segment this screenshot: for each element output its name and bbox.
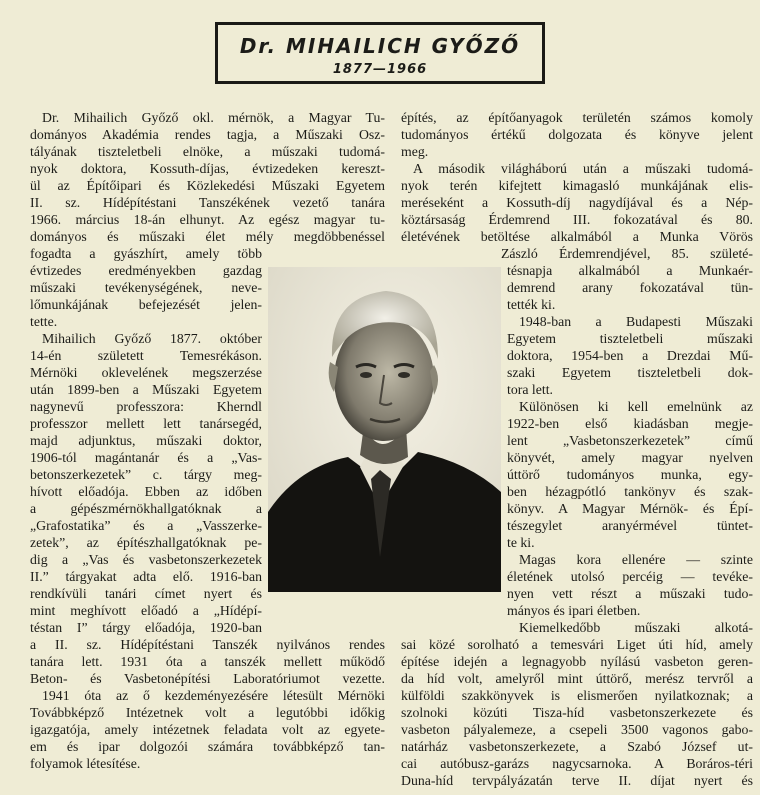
text-line: könyv. A Magyar Mérnök- és Épí- [507, 501, 753, 516]
text-line: Beton- és Vasbetonépítési Laboratóriumot vezette. [30, 671, 385, 686]
text-line: úttörő tudományos munka, egy- [507, 467, 753, 482]
text-line: cai autóbusz-garázs nagycsarnoka. A Boráros-téri [401, 756, 753, 771]
text-line: Duna-híd tervpályázatán terve II. díjat nyert és [401, 773, 753, 788]
text-line: da híd volt, amelyről mint úttörő, merész tervről a [401, 671, 753, 686]
text-line: tésnapja alkalmából a Munkaér- [507, 263, 753, 278]
text-line: II. sz. Hídépítéstani Tanszékének vezető tanára [30, 195, 385, 210]
text-line: évtizedes eredményekben gazdag [30, 263, 262, 278]
text-line: könyvét, amely magyar nyelven [507, 450, 753, 465]
text-line: sai közé sorolható a temesvári Liget úti híd, amely [401, 637, 753, 652]
text-line: nyok doktora, Kossuth-díjas, évtizedeken kereszt- [30, 161, 385, 176]
text-line: rendkívüli tanári címet nyert és [30, 586, 262, 601]
text-line: mint meghívott előadó a „Hídépí- [30, 603, 262, 618]
text-line: építés, az építőanyagok területén számos komoly [401, 110, 753, 125]
text-line: Különösen ki kell emelnünk az [519, 399, 753, 414]
text-line: után 1899-ben a Műszaki Egyetem [30, 382, 262, 397]
portrait-illustration [268, 267, 501, 592]
text-line: professzor mellett lett tanársegéd, [30, 416, 262, 431]
text-line: tályának tiszteletbeli elnöke, a műszaki tudomá- [30, 144, 385, 159]
text-line: Egyetem tiszteletbeli műszaki [507, 331, 753, 346]
text-line: a II. sz. Hídépítéstani Tanszék nyilvános rendes [30, 637, 385, 652]
text-line: tették ki. [507, 297, 556, 312]
text-line: nagynevű professzora: Kherndl [30, 399, 262, 414]
text-line: demrend arany fokozatával tün- [507, 280, 753, 295]
text-line: 14-én született Temesrékáson. [30, 348, 262, 363]
text-line: te ki. [507, 535, 535, 550]
text-line: em és ipar dolgozói számára továbbképző tan- [30, 739, 385, 754]
text-line: II.” tárgyakat adta elő. 1916-ban [30, 569, 262, 584]
text-line: külföldi szakkönyvek is elismerően nyilatkoznak; a [401, 688, 753, 703]
text-line: „Grafostatika” és a „Vasszerke- [30, 518, 262, 533]
text-line: Mérnöki oklevelének megszerzése [30, 365, 262, 380]
life-years: 1877—1966 [332, 62, 428, 77]
text-line: lent „Vasbetonszerkezetek” című [507, 433, 753, 448]
text-line: 1906-tól magántanár és a „Vas- [30, 450, 262, 465]
text-line: tette. [30, 314, 58, 329]
text-line: folyamok létesítése. [30, 756, 141, 771]
text-line: fogadta a gyászhírt, amely több [30, 246, 262, 261]
text-line: nyok terén kifejtett kimagasló munkájának elis- [401, 178, 753, 193]
text-line: A második világháború után a műszaki tudomá- [413, 161, 753, 176]
portrait-photo [268, 267, 501, 592]
text-line: Dr. Mihailich Győző okl. mérnök, a Magyar Tu- [42, 110, 385, 125]
obituary-title: Dr. MIHAILICH GYŐZŐ [239, 34, 521, 58]
text-line: mányos és ipari életben. [507, 603, 641, 618]
text-line: életévének betöltése alkalmából a Munka Vörös [401, 229, 753, 244]
text-line: zetek”, az építészhallgatóknak pe- [30, 535, 262, 550]
text-line: ül az Építőipari és Közlekedési Műszaki Egyetem [30, 178, 385, 193]
text-line: vasbeton pályalemeze, a csepeli 3500 vagonos gabo- [401, 722, 753, 737]
text-line: betonszerkezetek” c. tárgy meg- [30, 467, 262, 482]
text-line: Magas kora ellenére — szinte [519, 552, 753, 567]
text-line: 1941 óta az ő kezdeményezésére létesült Mérnöki [42, 688, 385, 703]
text-line: dig a „Vas és vasbetonszerkezetek [30, 552, 262, 567]
text-line: tanára lett. 1931 óta a tanszék mellett működő [30, 654, 385, 669]
text-line: a gépészmérnökhallgatóknak a [30, 501, 262, 516]
text-line: köztársaság Érdemrend III. fokozatával és 80. [401, 212, 753, 227]
text-line: Mihailich Győző 1877. október [42, 331, 262, 346]
title-box [215, 22, 545, 84]
text-line: ben hézagpótló tankönyv és szak- [507, 484, 753, 499]
text-line: lőmunkájának befejezését jelen- [30, 297, 262, 312]
text-line: meg. [401, 144, 429, 159]
text-line: Kiemelkedőbb műszaki alkotá- [519, 620, 753, 635]
text-line: Továbbképző Intézetnek volt a legutóbbi időkig [30, 705, 385, 720]
text-line: szolnoki közúti Tisza-híd vasbetonszerkezete és [401, 705, 753, 720]
text-line: majd adjunktus, műszaki doktor, [30, 433, 262, 448]
text-line: téstan I” tárgy előadója, 1920-ban [30, 620, 262, 635]
text-line: 1948-ban a Budapesti Műszaki [519, 314, 753, 329]
text-line: 1922-ben első kiadásban megje- [507, 416, 753, 431]
text-line: tészegylet aranyérmével tüntet- [507, 518, 753, 533]
text-line: hívott előadója. Ebben az időben [30, 484, 262, 499]
text-line: dományos Akadémia rendes tagja, a Műszaki Osz- [30, 127, 385, 142]
text-line: szaki Egyetem tiszteletbeli dok- [507, 365, 753, 380]
text-line: Zászló Érdemrendjével, 85. születé- [501, 246, 753, 261]
text-line: tora lett. [507, 382, 553, 397]
text-line: tudományos értékű dolgozata és könyve jelent [401, 127, 753, 142]
text-line: 1966. március 18-án elhunyt. Az egész magyar tu- [30, 212, 385, 227]
text-line: nyen vett részt a műszaki tudo- [507, 586, 753, 601]
text-line: igazgatója, amely intézetnek feladata volt az egyete- [30, 722, 385, 737]
text-line: dományos és műszaki élet mély megdöbbenéssel [30, 229, 385, 244]
text-line: műszaki tevékenységének, neve- [30, 280, 262, 295]
text-line: építése idején a legnagyobb nyílású vasbeton geren- [401, 654, 753, 669]
text-line: doktora, 1954-ben a Drezdai Mű- [507, 348, 753, 363]
text-line: életének utolsó percéig — tevéke- [507, 569, 753, 584]
text-line: natárház vasbetonszerkezete, a Szabó József ut- [401, 739, 753, 754]
text-line: meréseként a Kossuth-díj nagydíjával és a Nép- [401, 195, 753, 210]
